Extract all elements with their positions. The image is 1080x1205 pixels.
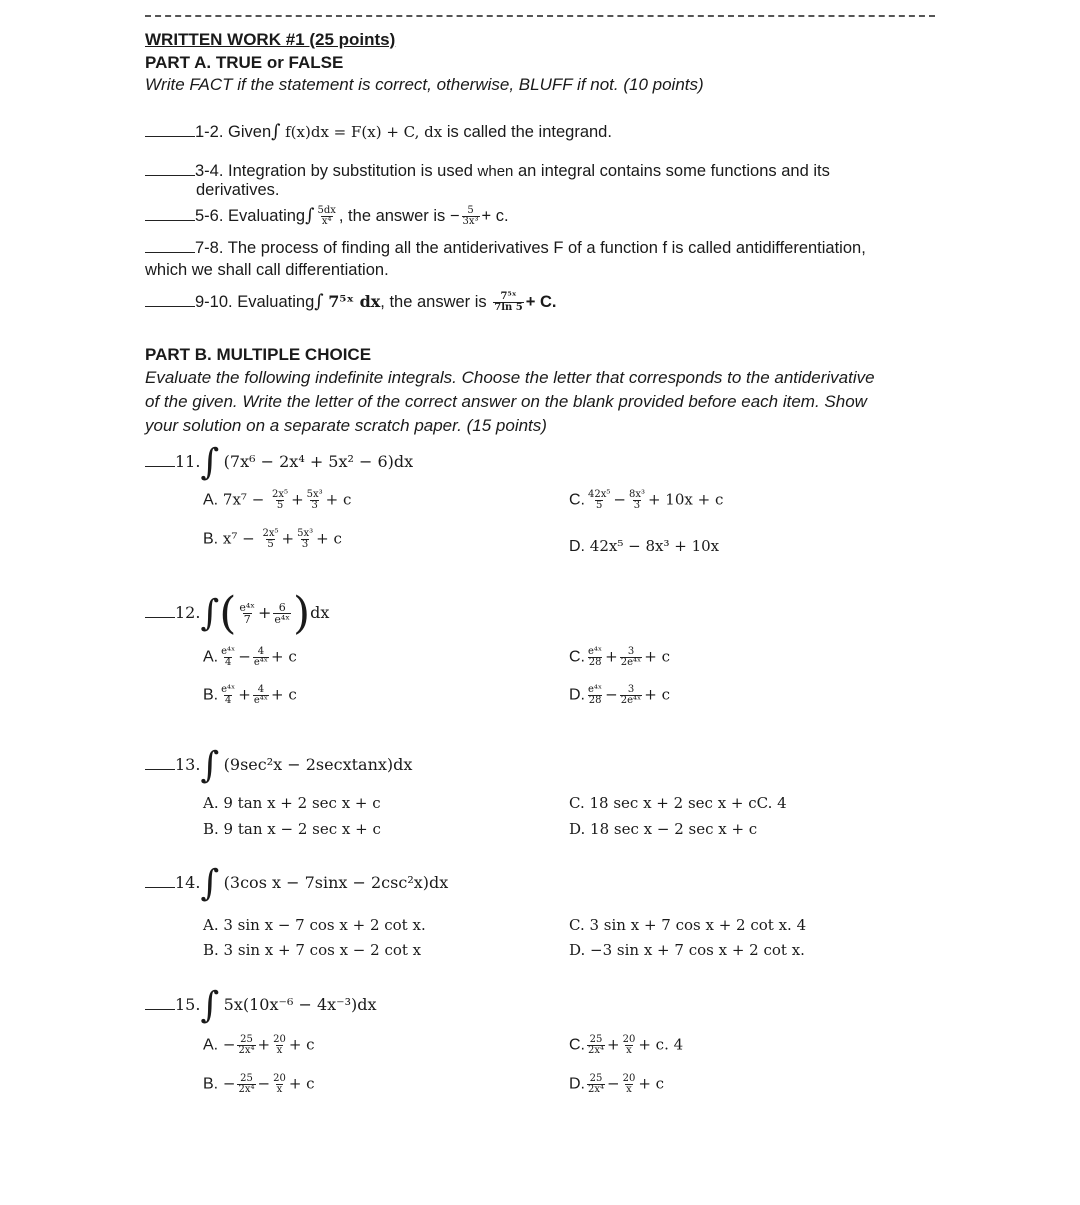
- numerator: 5dx: [317, 205, 336, 217]
- denominator: 5: [276, 500, 284, 511]
- item-text: Given: [228, 123, 272, 141]
- choice-letter: A.: [203, 1036, 219, 1054]
- question-12: [145, 588, 329, 639]
- choice-13-c: C. 18 sec x + 2 sec x + cC. 4: [569, 794, 787, 812]
- numerator: 6: [278, 601, 286, 615]
- part-a-item-5-6: [145, 201, 509, 231]
- denominator: 5: [267, 539, 274, 550]
- numerator: 5: [467, 205, 474, 217]
- choice-term: 7x⁷ −: [222, 490, 265, 509]
- numerator: 2x⁵: [262, 528, 279, 539]
- choice-11-a: [203, 490, 351, 511]
- denominator: 3: [311, 500, 318, 511]
- denominator: 5: [596, 500, 603, 511]
- differential: dx: [310, 603, 330, 622]
- denominator: x: [626, 1045, 632, 1056]
- answer-fraction: [493, 292, 523, 313]
- part-a-item-7-8-line2: which we shall call differentiation.: [145, 261, 389, 279]
- choice-text: 42x⁵ − 8x³ + 10x: [589, 537, 720, 555]
- question-number: 13.: [175, 755, 201, 775]
- numerator: 20: [273, 1034, 286, 1045]
- numerator: 20: [622, 1073, 636, 1084]
- part-b-heading: PART B. MULTIPLE CHOICE: [145, 345, 372, 364]
- item-text-mid: , the answer is −: [338, 207, 460, 225]
- operator: −: [222, 1074, 236, 1093]
- operator: −: [605, 685, 618, 704]
- denominator: 7: [243, 613, 251, 627]
- worksheet-title: WRITTEN WORK #1 (25 points): [145, 30, 396, 49]
- item-text: Evaluating: [237, 293, 315, 311]
- numerator: 25: [240, 1073, 253, 1084]
- item-number: 1-2.: [195, 123, 224, 141]
- question-integrand: 5x(10x⁻⁶ − 4x⁻³)dx: [223, 995, 377, 1015]
- choice-tail: + 10x + c: [647, 490, 724, 509]
- denominator: x: [276, 1045, 283, 1056]
- denominator: x⁴: [321, 216, 332, 228]
- integral-sign: ∫: [305, 205, 315, 226]
- part-b-instructions-line2: of the given. Write the letter of the correct answer on the blank provided before each item. Show: [145, 392, 867, 411]
- answer-blank[interactable]: [145, 601, 175, 618]
- choice-letter: C.: [569, 491, 585, 509]
- choice-14-b: B. 3 sin x + 7 cos x − 2 cot x: [203, 941, 422, 959]
- question-integrand: (7x⁶ − 2x⁴ + 5x² − 6)dx: [223, 452, 414, 472]
- operator: +: [238, 685, 251, 704]
- choice-letter: D.: [569, 686, 585, 704]
- denominator: 28: [588, 657, 602, 668]
- operator: −: [238, 647, 251, 666]
- answer-blank[interactable]: [145, 159, 195, 176]
- choice-letter: A.: [203, 648, 219, 666]
- choice-13-d: D. 18 sec x − 2 sec x + c: [569, 820, 758, 838]
- part-a-instructions: [145, 75, 704, 95]
- numerator: 5x³: [306, 489, 323, 500]
- numerator: 3: [627, 646, 635, 657]
- operator: +: [257, 1035, 271, 1054]
- part-a-item-1-2: [145, 120, 612, 142]
- item-number: 5-6.: [195, 207, 224, 225]
- choice-12-d: [569, 685, 670, 706]
- numerator: 7⁵ˣ: [500, 291, 517, 303]
- part-a-heading: PART A. TRUE or FALSE: [145, 53, 344, 72]
- answer-blank[interactable]: [145, 236, 195, 253]
- numerator: 25: [589, 1073, 603, 1084]
- denominator: x: [626, 1084, 632, 1095]
- item-text-after: + C.: [525, 293, 557, 311]
- part-b-instructions-line3: your solution on a separate scratch paper. (15 points): [145, 416, 547, 435]
- item-formula: f(x)dx = F(x) + C, dx: [285, 123, 443, 141]
- operator: +: [607, 1035, 620, 1054]
- operator: +: [281, 529, 295, 548]
- choice-tail: + c: [316, 529, 342, 548]
- question-11: [145, 442, 414, 483]
- item-text: Integration by substitution is used: [228, 162, 473, 180]
- item-text-after: is called the integrand.: [446, 123, 612, 141]
- operator: +: [257, 603, 272, 622]
- choice-tail: + c: [288, 1074, 315, 1093]
- choice-13-a: A. 9 tan x + 2 sec x + c: [203, 794, 381, 812]
- denominator: 2e⁴ˣ: [620, 695, 642, 706]
- choice-letter: A.: [203, 491, 219, 509]
- question-14: [145, 863, 449, 904]
- denominator: 28: [588, 695, 602, 706]
- integral-sign: ∫: [271, 121, 281, 142]
- integral-sign: ∫: [314, 291, 324, 312]
- denominator: e⁴ˣ: [253, 657, 269, 668]
- question-integrand: (3cos x − 7sinx − 2csc²x)dx: [223, 873, 449, 893]
- choice-letter: B.: [203, 686, 219, 704]
- part-a-item-3-4: [145, 159, 830, 181]
- choice-12-a: [203, 647, 297, 668]
- choice-12-b: [203, 685, 297, 706]
- choice-letter: C.: [569, 648, 585, 666]
- choice-tail: + c: [644, 647, 671, 666]
- denominator: 2x⁴: [588, 1084, 605, 1095]
- item-text-rest: an integral contains some functions and its: [517, 162, 830, 180]
- answer-blank[interactable]: [145, 450, 175, 467]
- integral-sign: ∫: [200, 863, 220, 904]
- item-formula: 7⁵ˣ dx: [328, 292, 381, 311]
- choice-letter: B.: [203, 1075, 219, 1093]
- operator: −: [222, 1035, 236, 1054]
- integral-sign: ∫: [200, 745, 220, 786]
- choice-letter: B.: [203, 530, 219, 548]
- choice-tail: + c: [644, 685, 671, 704]
- part-a-item-9-10: [145, 287, 556, 317]
- numerator: 20: [622, 1034, 636, 1045]
- choice-15-c: [569, 1035, 683, 1056]
- question-number: 12.: [175, 603, 201, 622]
- item-text-when: when: [477, 163, 514, 180]
- choice-15-b: [203, 1074, 315, 1095]
- denominator: 2x⁴: [238, 1045, 255, 1056]
- numerator: e⁴ˣ: [588, 646, 603, 657]
- operator: −: [257, 1074, 271, 1093]
- denominator: 4: [225, 695, 232, 706]
- choice-term: x⁷ −: [222, 529, 255, 548]
- denominator: 7ln 5: [494, 302, 523, 314]
- numerator: 3: [627, 684, 635, 695]
- top-dashed-rule: [145, 15, 935, 17]
- numerator: 25: [240, 1034, 253, 1045]
- item-text: Evaluating: [228, 207, 306, 225]
- denominator: 2e⁴ˣ: [620, 657, 642, 668]
- numerator: e⁴ˣ: [221, 684, 236, 695]
- numerator: 2x⁵: [272, 489, 289, 500]
- numerator: e⁴ˣ: [588, 684, 603, 695]
- choice-tail: + c: [271, 685, 297, 704]
- item-number: 3-4.: [195, 162, 224, 180]
- question-13: [145, 745, 413, 786]
- left-paren: (: [219, 587, 237, 639]
- numerator: 4: [257, 646, 265, 657]
- denominator: 3x³: [462, 216, 479, 228]
- operator: −: [607, 1074, 620, 1093]
- item-text: The process of finding all the antiderivatives F of a function f is called antidifferentiation,: [227, 239, 866, 257]
- item-text-mid: , the answer is: [380, 293, 487, 311]
- integral-sign: ∫: [200, 592, 220, 634]
- choice-tail: + c: [271, 647, 297, 666]
- question-number: 14.: [175, 873, 201, 893]
- denominator: 2x⁴: [238, 1084, 255, 1095]
- choice-11-d: [569, 537, 719, 556]
- choice-15-a: [203, 1035, 315, 1056]
- numerator: 4: [257, 684, 265, 695]
- part-a-item-3-4-line2: derivatives.: [196, 181, 280, 199]
- choice-tail: + c. 4: [638, 1035, 684, 1054]
- operator: +: [291, 490, 304, 509]
- integrand-fraction: [316, 206, 336, 227]
- choice-tail: + c: [638, 1074, 665, 1093]
- right-paren: ): [292, 587, 311, 639]
- numerator: 5x³: [297, 528, 314, 539]
- answer-blank[interactable]: [145, 871, 175, 888]
- choice-letter: C.: [569, 1036, 585, 1054]
- numerator: 20: [273, 1073, 286, 1084]
- item-number: 9-10.: [195, 293, 233, 311]
- question-number: 15.: [175, 995, 201, 1015]
- numerator: e⁴ˣ: [221, 646, 236, 657]
- choice-letter: D.: [569, 538, 585, 555]
- choice-11-c: [569, 490, 723, 511]
- part-a-item-7-8: [145, 236, 866, 258]
- denominator: 4: [225, 657, 232, 668]
- operator: −: [613, 490, 626, 509]
- answer-blank[interactable]: [145, 204, 195, 221]
- numerator: 25: [589, 1034, 603, 1045]
- choice-12-c: [569, 647, 670, 668]
- choice-11-b: [203, 529, 342, 550]
- answer-fraction: [462, 206, 480, 227]
- operator: +: [605, 647, 618, 666]
- choice-14-a: A. 3 sin x − 7 cos x + 2 cot x.: [203, 916, 426, 934]
- choice-15-d: [569, 1074, 664, 1095]
- denominator: 2x⁴: [588, 1045, 605, 1056]
- numerator: 8x³: [628, 489, 645, 500]
- numerator: e⁴ˣ: [239, 601, 255, 615]
- denominator: e⁴ˣ: [253, 695, 269, 706]
- answer-blank[interactable]: [145, 120, 195, 137]
- choice-14-c: C. 3 sin x + 7 cos x + 2 cot x. 4: [569, 916, 807, 934]
- choice-tail: + c: [288, 1035, 315, 1054]
- denominator: 3: [301, 539, 309, 550]
- question-number: 11.: [175, 452, 201, 472]
- part-b-instructions-line1: Evaluate the following indefinite integrals. Choose the letter that corresponds to the antiderivative: [145, 368, 875, 387]
- choice-14-d: D. −3 sin x + 7 cos x + 2 cot x.: [569, 941, 805, 959]
- answer-blank[interactable]: [145, 290, 195, 307]
- denominator: e⁴ˣ: [274, 613, 290, 627]
- denominator: 3: [633, 500, 641, 511]
- item-number: 7-8.: [195, 239, 224, 257]
- choice-letter: D.: [569, 1075, 585, 1093]
- answer-blank[interactable]: [145, 753, 175, 770]
- answer-blank[interactable]: [145, 993, 175, 1010]
- denominator: x: [276, 1084, 283, 1095]
- choice-tail: + c: [325, 490, 352, 509]
- integral-sign: ∫: [200, 985, 220, 1026]
- part-a-instructions-text: Write FACT if the statement is correct, otherwise, BLUFF if not. (10 points): [145, 75, 704, 94]
- question-integrand: (9sec²x − 2secxtanx)dx: [223, 755, 413, 775]
- item-text-after: + c.: [481, 207, 509, 225]
- question-15: [145, 985, 377, 1026]
- choice-13-b: B. 9 tan x − 2 sec x + c: [203, 820, 381, 838]
- integral-sign: ∫: [200, 442, 220, 483]
- numerator: 42x⁵: [588, 489, 611, 500]
